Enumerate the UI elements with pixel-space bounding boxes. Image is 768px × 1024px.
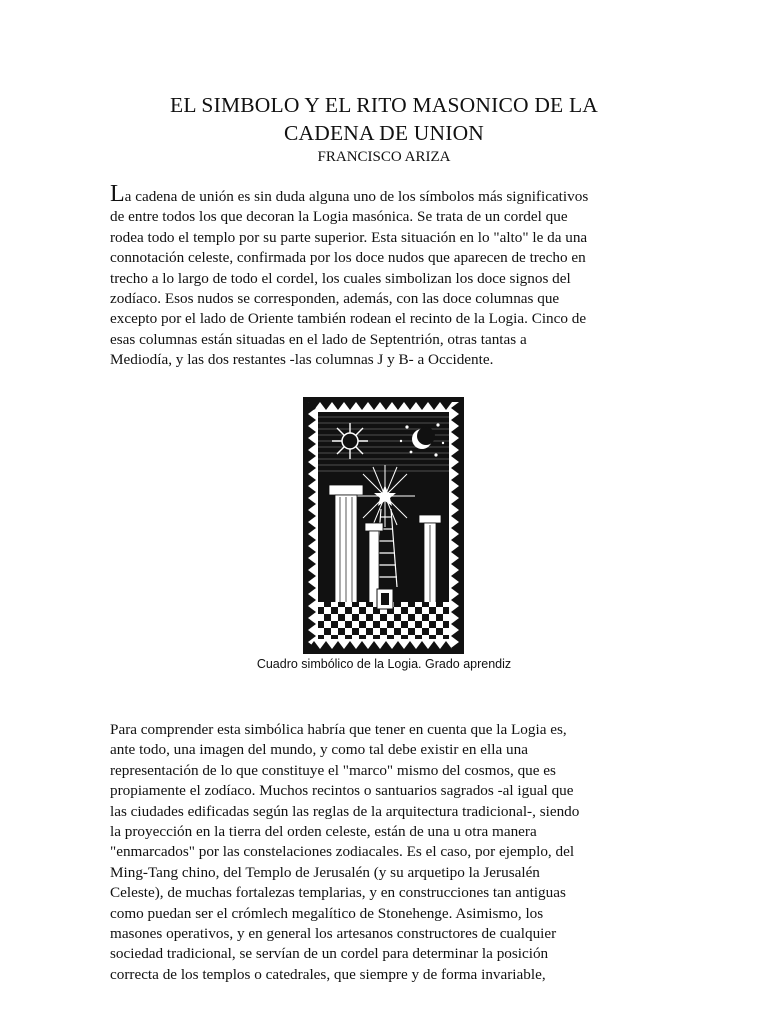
author-name: FRANCISCO ARIZA	[317, 149, 451, 165]
paragraph-line: Para comprender esta simbólica habría que tener en cuenta que la Logia es,	[110, 721, 567, 738]
paragraph-line: rodea todo el templo por su parte superior. Esta situación en lo "alto" le da una	[110, 228, 588, 246]
paragraph-body	[110, 720, 670, 985]
paragraph-line: Celeste), de muchas fortalezas templarias, y en construcciones tan antiguas	[110, 884, 566, 902]
column-capital	[329, 485, 363, 495]
title-line: CADENA DE UNION	[283, 121, 485, 145]
paragraph-line: sociedad tradicional, se servían de un cordel para determinar la posición	[110, 945, 549, 963]
drop-cap: L	[110, 181, 125, 207]
paragraph-line: representación de lo que constituye el "marco" mismo del cosmos, que es	[110, 761, 556, 779]
tracing-board-svg	[303, 397, 464, 654]
paragraph-line: Ming-Tang chino, del Templo de Jerusalén (y su arquetipo la Jerusalén	[110, 863, 540, 881]
paragraph-line: ante todo, una imagen del mundo, y como tal debe existir en ella una	[110, 741, 528, 759]
blazing-star-symbol	[355, 465, 415, 527]
lodge-tracing-board-illustration	[303, 397, 464, 654]
paragraph-line: masones operativos, y en general los artesanos constructores de cualquier	[110, 925, 557, 943]
paragraph-intro	[110, 181, 670, 371]
paragraph-line: trecho a lo largo de todo el cordel, los cuales simbolizan los doce signos del	[110, 269, 571, 287]
paragraph-line: correcta de los templos o catedrales, que siempre y de forma invariable,	[110, 965, 546, 983]
paragraph-line: las ciudades edificadas según las reglas de la arquitectura tradicional-, siendo	[110, 802, 580, 820]
paragraph-line: propiamente el zodíaco. Muchos recintos o santuarios sagrados -al igual que	[110, 782, 574, 800]
paragraph-line: connotación celeste, confirmada por los doce nudos que aparecen de trecho en	[110, 249, 586, 267]
sun-symbol	[332, 423, 368, 459]
paragraph-line: "enmarcados" por las constelaciones zodiacales. Es el caso, por ejemplo, del	[110, 843, 575, 861]
paragraph-line: esas columnas están situadas en el lado de Septentrión, otras tantas a	[110, 330, 527, 348]
paragraph-line: excepto por el lado de Oriente también rodean el recinto de la Logia. Cinco de	[110, 310, 587, 328]
document-title	[0, 91, 768, 147]
paragraph-line: Mediodía, y las dos restantes -las columnas J y B- a Occidente.	[110, 351, 494, 369]
paragraph-line: la proyección en la tierra del orden celeste, están de una u otra manera	[110, 823, 537, 841]
paragraph-line: zodíaco. Esos nudos se corresponden, además, con las doce columnas que	[110, 290, 560, 308]
paragraph-line	[110, 181, 670, 207]
paragraph-line: como puedan ser el crómlech megalítico de Stonehenge. Asimismo, los	[110, 904, 544, 922]
paragraph-line-text: a cadena de unión es sin duda alguna uno de los símbolos más significativos	[124, 188, 589, 205]
figure-caption: Cuadro simbólico de la Logia. Grado aprendiz	[256, 657, 512, 671]
title-line: EL SIMBOLO Y EL RITO MASONICO DE LA	[169, 93, 599, 117]
paragraph-line: de entre todos los que decoran la Logia masónica. Se trata de un cordel que	[110, 208, 568, 226]
